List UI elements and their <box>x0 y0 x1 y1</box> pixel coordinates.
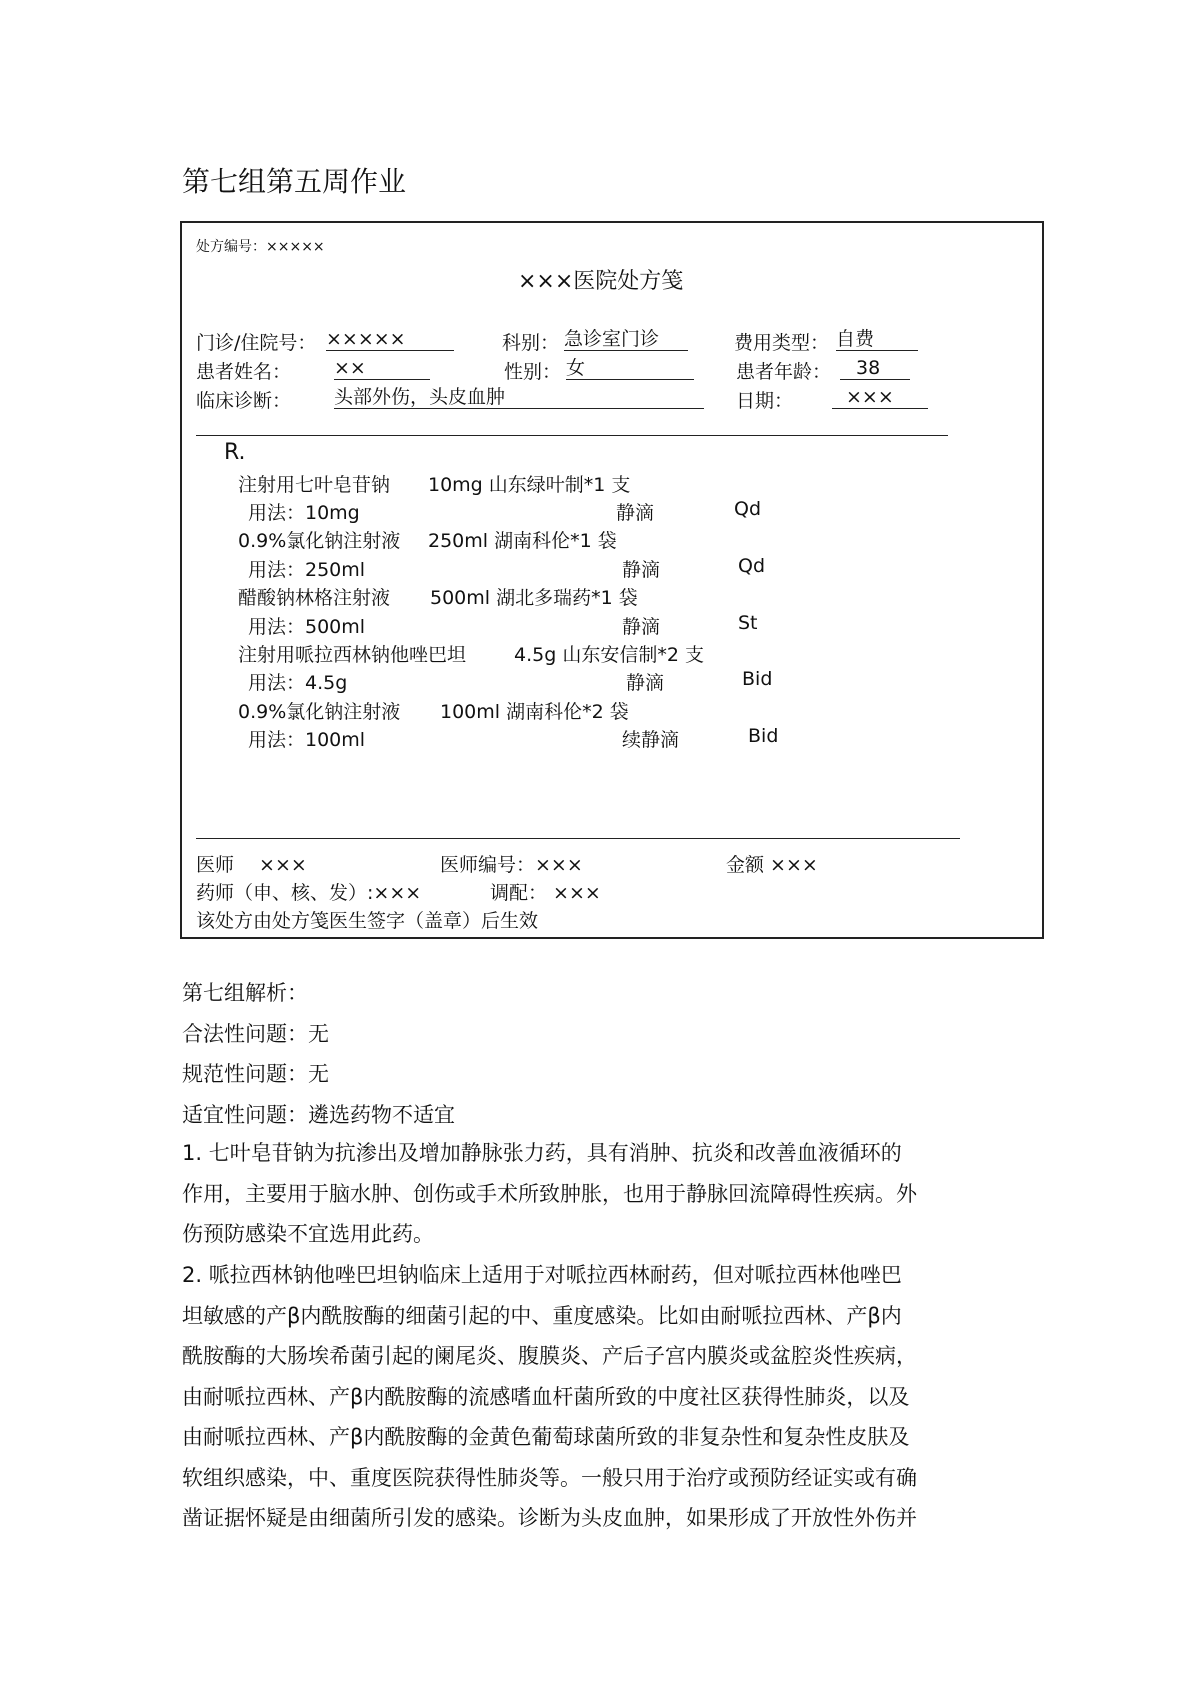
standard-issue: 规范性问题：无 <box>182 1062 329 1086</box>
drug-usage: 用法：500ml <box>248 616 366 638</box>
document-title: 第七组第五周作业 <box>182 165 407 198</box>
paragraph-line: 由耐哌拉西林、产β内酰胺酶的金黄色葡萄球菌所致的非复杂性和复杂性皮肤及 <box>182 1425 910 1449</box>
paragraph-line: 2. 哌拉西林钠他唑巴坦钠临床上适用于对哌拉西林耐药，但对哌拉西林他唑巴 <box>182 1263 902 1287</box>
department-label: 科别： <box>502 332 560 354</box>
patient-name-value: ×× <box>334 357 430 380</box>
drug-frequency: Bid <box>742 668 773 690</box>
rp-symbol: R. <box>224 440 246 465</box>
paragraph-line: 作用，主要用于脑水肿、创伤或手术所致肿胀，也用于静脉回流障碍性疾病。外 <box>182 1181 917 1206</box>
department-value: 急诊室门诊 <box>564 328 688 351</box>
patient-name-label: 患者姓名： <box>196 361 292 383</box>
diagnosis-label: 临床诊断： <box>196 390 292 412</box>
paragraph-line: 软组织感染，中、重度医院获得性肺炎等。一般只用于治疗或预防经证实或有确 <box>182 1465 917 1490</box>
drug-spec: 250ml 湖南科伦*1 袋 <box>428 530 617 552</box>
drug-usage: 用法：100ml <box>248 729 366 751</box>
paragraph-line: 凿证据怀疑是由细菌所引发的感染。诊断为头皮血肿，如果形成了开放性外伤并 <box>182 1506 917 1530</box>
sex-label: 性别： <box>504 361 562 383</box>
drug-route: 静滴 <box>622 559 661 581</box>
doctor-signature: 医师 ××× <box>196 854 307 876</box>
drug-frequency: Qd <box>734 498 762 520</box>
doctor-number: 医师编号：××× <box>440 854 583 876</box>
drug-spec: 100ml 湖南科伦*2 袋 <box>440 701 629 723</box>
analysis-point-2 <box>182 1255 1022 1539</box>
drug-route: 续静滴 <box>622 729 680 751</box>
age-value: 38 <box>840 357 910 380</box>
drug-route: 静滴 <box>622 616 661 638</box>
drug-name: 注射用七叶皂苷钠 <box>238 474 391 496</box>
paragraph-line: 酰胺酶的大肠埃希菌引起的阑尾炎、腹膜炎、产后子宫内膜炎或盆腔炎性疾病， <box>182 1344 917 1368</box>
drug-name: 注射用哌拉西林钠他唑巴坦 <box>238 644 467 666</box>
suitability-issue: 适宜性问题：遴选药物不适宜 <box>182 1103 455 1127</box>
drug-name: 醋酸钠林格注射液 <box>238 587 391 609</box>
drug-route: 静滴 <box>616 502 655 524</box>
drug-frequency: St <box>738 612 758 634</box>
outpatient-label: 门诊/住院号： <box>196 332 317 354</box>
prescription-number: 处方编号：××××× <box>196 239 325 255</box>
drug-frequency: Bid <box>748 725 779 747</box>
hospital-title: ×××医院处方笺 <box>518 269 684 294</box>
date-label: 日期： <box>736 390 794 412</box>
drug-spec: 10mg 山东绿叶制*1 支 <box>428 474 631 496</box>
drug-usage: 用法：4.5g <box>248 672 348 694</box>
paragraph-line: 1. 七叶皂苷钠为抗渗出及增加静脉张力药，具有消肿、抗炎和改善血液循环的 <box>182 1141 902 1165</box>
drug-frequency: Qd <box>738 555 766 577</box>
drug-spec: 4.5g 山东安信制*2 支 <box>514 644 704 666</box>
paragraph-line: 由耐哌拉西林、产β内酰胺酶的流感嗜血杆菌所致的中度社区获得性肺炎，以及 <box>182 1384 910 1409</box>
dispenser: 调配： ××× <box>490 882 601 904</box>
analysis-heading: 第七组解析： <box>182 981 308 1005</box>
paragraph-line: 坦敏感的产β内酰胺酶的细菌引起的中、重度感染。比如由耐哌拉西林、产β内 <box>182 1303 902 1328</box>
diagnosis-value: 头部外伤，头皮血肿 <box>334 386 704 409</box>
drug-route: 静滴 <box>626 672 665 694</box>
validity-note: 该处方由处方笺医生签字（盖章）后生效 <box>196 910 539 932</box>
paragraph-line: 伤预防感染不宜选用此药。 <box>182 1222 434 1246</box>
header-divider <box>196 435 948 436</box>
age-label: 患者年龄： <box>736 361 832 383</box>
sex-value: 女 <box>566 357 694 380</box>
analysis-point-1 <box>182 1133 1022 1255</box>
fee-type-label: 费用类型： <box>734 332 830 354</box>
outpatient-value: ××××× <box>326 328 454 351</box>
drug-usage: 用法：10mg <box>248 502 360 524</box>
drug-spec: 500ml 湖北多瑞药*1 袋 <box>430 587 638 609</box>
drug-usage: 用法：250ml <box>248 559 366 581</box>
fee-type-value: 自费 <box>836 328 918 351</box>
drug-name: 0.9%氯化钠注射液 <box>238 701 401 723</box>
date-value: ××× <box>832 386 928 409</box>
legality-issue: 合法性问题：无 <box>182 1022 329 1046</box>
pharmacist: 药师（申、核、发）:××× <box>196 882 422 904</box>
footer-divider <box>196 838 960 839</box>
drug-name: 0.9%氯化钠注射液 <box>238 530 401 552</box>
amount: 金额 ××× <box>726 854 818 876</box>
